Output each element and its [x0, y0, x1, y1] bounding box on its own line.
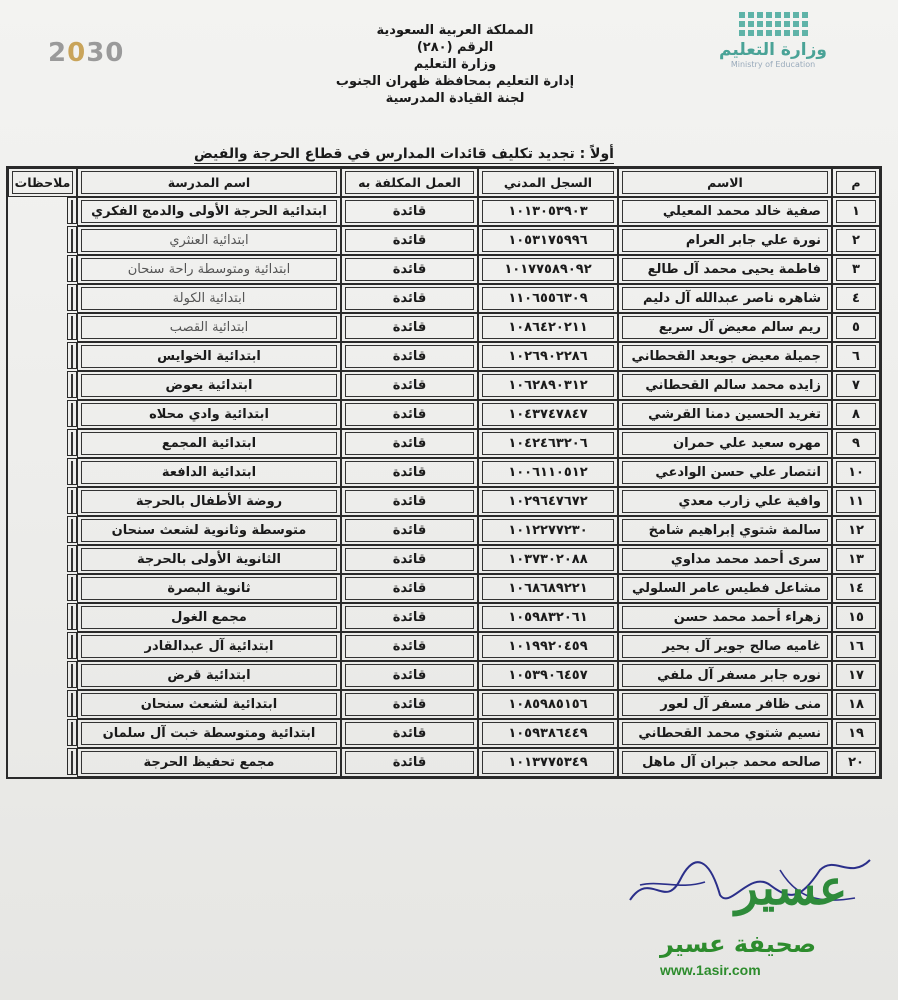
row-role: قائدة — [341, 632, 478, 661]
row-name: ريم سالم معيض آل سريع — [618, 313, 832, 342]
row-role: قائدة — [341, 661, 478, 690]
table-row — [8, 226, 880, 255]
row-civil-id: ١٠٥٩٣٨٦٤٤٩ — [478, 719, 618, 748]
leaders-table — [6, 166, 882, 779]
row-school: ابتدائية قرض — [77, 661, 341, 690]
ministry-name-en: Ministry of Education — [730, 60, 816, 69]
row-role: قائدة — [341, 197, 478, 226]
row-notes — [67, 197, 77, 224]
row-number: ١٦ — [832, 632, 880, 661]
row-school: ابتدائية القصب — [77, 313, 341, 342]
row-number: ٢ — [832, 226, 880, 255]
row-name: مهره سعيد علي حمران — [618, 429, 832, 458]
row-number: ١٢ — [832, 516, 880, 545]
asir-newspaper-url: www.1asir.com — [660, 962, 761, 978]
row-school: ابتدائية ومتوسطة خبت آل سلمان — [77, 719, 341, 748]
vision-2030-logo: 2030 — [48, 38, 125, 68]
row-name: فاطمة يحيى محمد آل طالع — [618, 255, 832, 284]
row-school: ابتدائية لشعث سنحان — [77, 690, 341, 719]
row-school: الثانوية الأولى بالحرجة — [77, 545, 341, 574]
row-number: ٧ — [832, 371, 880, 400]
row-number: ٤ — [832, 284, 880, 313]
col-id-header: السجل المدني — [478, 168, 618, 197]
row-number: ٦ — [832, 342, 880, 371]
row-name: وافية علي زارب معدي — [618, 487, 832, 516]
row-school: ابتدائية وادي محلاه — [77, 400, 341, 429]
row-number: ١٠ — [832, 458, 880, 487]
row-notes — [67, 661, 77, 688]
section-title: أولاً : تجديد تكليف قائدات المدارس في قطاع الحرجة والفيض — [193, 146, 614, 162]
row-number: ١٥ — [832, 603, 880, 632]
header-kingdom: المملكة العربية السعودية — [376, 23, 534, 38]
row-school: ابتدائية آل عبدالقادر — [77, 632, 341, 661]
row-name: سرى أحمد محمد مداوي — [618, 545, 832, 574]
row-civil-id: ١٠٣٧٣٠٢٠٨٨ — [478, 545, 618, 574]
row-name: شاهره ناصر عبدالله آل دليم — [618, 284, 832, 313]
row-notes — [67, 458, 77, 485]
table-row — [8, 313, 880, 342]
ministry-name-ar: وزارة التعليم — [719, 40, 827, 60]
row-civil-id: ١٠٥٣٩٠٦٤٥٧ — [478, 661, 618, 690]
table-row — [8, 400, 880, 429]
row-role: قائدة — [341, 516, 478, 545]
row-school: متوسطة وثانوية لشعث سنحان — [77, 516, 341, 545]
row-number: ١٧ — [832, 661, 880, 690]
row-name: نوره جابر مسفر آل ملفي — [618, 661, 832, 690]
row-name: نسيم شتوي محمد القحطاني — [618, 719, 832, 748]
row-name: زايده محمد سالم القحطاني — [618, 371, 832, 400]
row-civil-id: ١٠٤٢٤٦٣٢٠٦ — [478, 429, 618, 458]
asir-logo-mark: عسير — [735, 860, 848, 916]
row-notes — [67, 719, 77, 746]
row-role: قائدة — [341, 429, 478, 458]
table-row — [8, 371, 880, 400]
row-number: ٢٠ — [832, 748, 880, 777]
table-row — [8, 429, 880, 458]
row-role: قائدة — [341, 748, 478, 777]
row-civil-id: ١٠٠٦١١٠٥١٢ — [478, 458, 618, 487]
row-school: ابتدائية الخوايس — [77, 342, 341, 371]
row-school: ابتدائية العنثري — [77, 226, 341, 255]
row-notes — [67, 516, 77, 543]
col-name-header: الاسم — [618, 168, 832, 197]
row-school: ابتدائية الدافعة — [77, 458, 341, 487]
table-row — [8, 545, 880, 574]
row-school: روضة الأطفال بالحرجة — [77, 487, 341, 516]
row-notes — [67, 632, 77, 659]
row-role: قائدة — [341, 458, 478, 487]
row-role: قائدة — [341, 574, 478, 603]
row-name: تغريد الحسين دمنا القرشي — [618, 400, 832, 429]
row-civil-id: ١٠١٣٠٥٣٩٠٣ — [478, 197, 618, 226]
row-name: مشاعل فطيس عامر السلولي — [618, 574, 832, 603]
table-row — [8, 632, 880, 661]
row-number: ٥ — [832, 313, 880, 342]
row-role: قائدة — [341, 313, 478, 342]
row-role: قائدة — [341, 400, 478, 429]
row-school: ابتدائية ومتوسطة راحة سنحان — [77, 255, 341, 284]
table-header-row — [8, 168, 880, 197]
table-row — [8, 197, 880, 226]
row-role: قائدة — [341, 487, 478, 516]
col-number-header: م — [832, 168, 880, 197]
row-role: قائدة — [341, 255, 478, 284]
row-school: ابتدائية المجمع — [77, 429, 341, 458]
row-school: مجمع الغول — [77, 603, 341, 632]
row-notes — [67, 429, 77, 456]
row-number: ٨ — [832, 400, 880, 429]
col-role-header: العمل المكلفة به — [341, 168, 478, 197]
row-civil-id: ١١٠٦٥٥٦٣٠٩ — [478, 284, 618, 313]
row-role: قائدة — [341, 226, 478, 255]
row-civil-id: ١٠١٢٢٧٧٢٣٠ — [478, 516, 618, 545]
row-notes — [67, 487, 77, 514]
row-civil-id: ١٠٦٢٨٩٠٣١٢ — [478, 371, 618, 400]
table-row — [8, 458, 880, 487]
ministry-dots-icon — [718, 12, 828, 36]
row-civil-id: ١٠١٩٩٢٠٤٥٩ — [478, 632, 618, 661]
row-number: ١٨ — [832, 690, 880, 719]
row-school: ثانوية البصرة — [77, 574, 341, 603]
row-number: ٩ — [832, 429, 880, 458]
table-row — [8, 719, 880, 748]
row-civil-id: ١٠٤٣٧٤٧٨٤٧ — [478, 400, 618, 429]
row-school: ابتدائية الحرجة الأولى والدمج الفكري — [77, 197, 341, 226]
row-school: مجمع تحفيظ الحرجة — [77, 748, 341, 777]
ministry-of-education-logo — [718, 12, 828, 69]
table-row — [8, 487, 880, 516]
row-role: قائدة — [341, 603, 478, 632]
row-notes — [67, 603, 77, 630]
row-name: زهراء أحمد محمد حسن — [618, 603, 832, 632]
row-role: قائدة — [341, 690, 478, 719]
row-number: ٣ — [832, 255, 880, 284]
col-notes-header: ملاحظات — [8, 168, 77, 197]
row-number: ١ — [832, 197, 880, 226]
row-civil-id: ١٠٥٣١٧٥٩٩٦ — [478, 226, 618, 255]
row-notes — [67, 255, 77, 282]
row-notes — [67, 748, 77, 775]
row-name: صفية خالد محمد المعيلي — [618, 197, 832, 226]
row-notes — [67, 545, 77, 572]
row-school: ابتدائية يعوض — [77, 371, 341, 400]
row-name: سالمة شتوي إبراهيم شامخ — [618, 516, 832, 545]
row-notes — [67, 226, 77, 253]
row-notes — [67, 313, 77, 340]
header-directorate: إدارة التعليم بمحافظة ظهران الجنوب — [335, 74, 575, 89]
header-committee: لجنة القيادة المدرسية — [385, 91, 525, 106]
row-civil-id: ١٠٨٦٤٢٠٢١١ — [478, 313, 618, 342]
table-row — [8, 574, 880, 603]
row-civil-id: ١٠٦٨٦٨٩٢٢١ — [478, 574, 618, 603]
row-civil-id: ١٠١٣٧٧٥٣٤٩ — [478, 748, 618, 777]
row-number: ١٣ — [832, 545, 880, 574]
table-row — [8, 255, 880, 284]
table-row — [8, 748, 880, 777]
row-role: قائدة — [341, 719, 478, 748]
asir-newspaper-name: صحيفة عسير — [660, 930, 817, 958]
row-name: منى ظافر مسفر آل لعور — [618, 690, 832, 719]
row-name: صالحه محمد جبران آل ماهل — [618, 748, 832, 777]
table-row — [8, 690, 880, 719]
row-name: جميلة معيض جويعد القحطاني — [618, 342, 832, 371]
row-role: قائدة — [341, 284, 478, 313]
row-number: ١٤ — [832, 574, 880, 603]
row-civil-id: ١٠٥٩٨٣٢٠٦١ — [478, 603, 618, 632]
row-civil-id: ١٠٢٦٩٠٢٢٨٦ — [478, 342, 618, 371]
row-notes — [67, 342, 77, 369]
row-civil-id: ١٠٨٥٩٨٥١٥٦ — [478, 690, 618, 719]
row-notes — [67, 574, 77, 601]
table-row — [8, 342, 880, 371]
table-row — [8, 284, 880, 313]
row-role: قائدة — [341, 545, 478, 574]
row-number: ١٩ — [832, 719, 880, 748]
row-school: ابتدائية الكولة — [77, 284, 341, 313]
row-civil-id: ١٠١٧٧٥٨٩٠٩٢ — [478, 255, 618, 284]
row-notes — [67, 284, 77, 311]
table-row — [8, 661, 880, 690]
row-role: قائدة — [341, 342, 478, 371]
row-name: انتصار علي حسن الوادعي — [618, 458, 832, 487]
row-notes — [67, 371, 77, 398]
header-ministry: وزارة التعليم — [413, 57, 497, 72]
table-row — [8, 603, 880, 632]
row-civil-id: ١٠٢٩٦٤٧٦٧٢ — [478, 487, 618, 516]
header-number: الرقم (٢٨٠) — [416, 40, 494, 55]
row-role: قائدة — [341, 371, 478, 400]
row-notes — [67, 400, 77, 427]
row-number: ١١ — [832, 487, 880, 516]
row-name: غاميه صالح جوير آل بحير — [618, 632, 832, 661]
table-row — [8, 516, 880, 545]
col-school-header: اسم المدرسة — [77, 168, 341, 197]
row-notes — [67, 690, 77, 717]
letter-header — [300, 22, 610, 107]
row-name: نورة علي جابر العرام — [618, 226, 832, 255]
